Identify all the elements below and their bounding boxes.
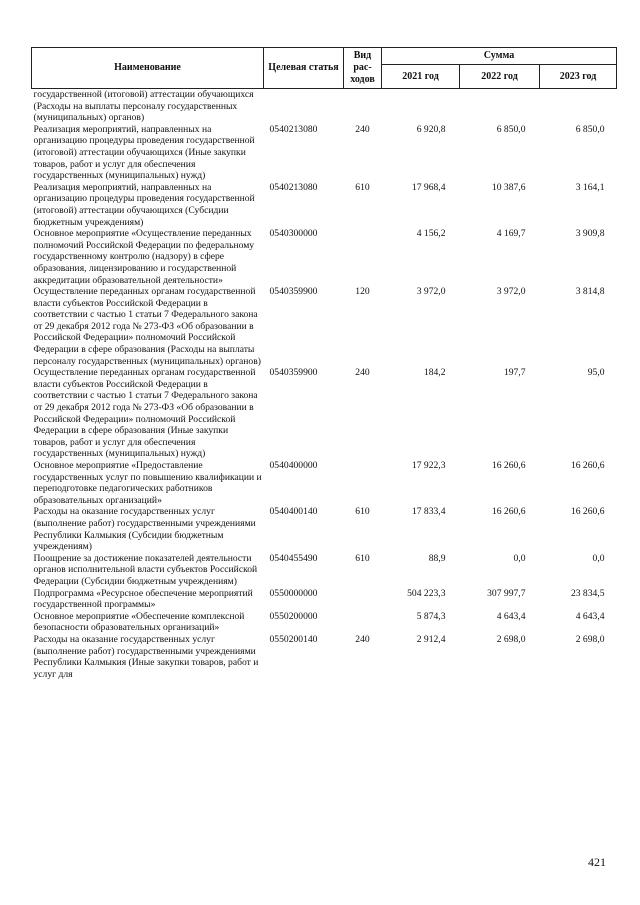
cell-2021: 5 874,3 (416, 610, 446, 622)
cell-2023: 16 260,6 (570, 460, 605, 471)
cell-2022 (460, 89, 540, 124)
page-number: 421 (588, 855, 606, 869)
cell-2021: 3 972,0 (416, 286, 446, 298)
column-header-target: Целевая статья (264, 48, 344, 89)
column-header-2023: 2023 год (540, 65, 617, 89)
table-body (32, 89, 617, 681)
cell-2022: 16 260,6 (491, 506, 526, 518)
cell-2022: 0,0 (513, 552, 526, 564)
cell-target: 0540455490 (269, 552, 318, 564)
cell-vid: 610 (355, 181, 370, 193)
cell-2022: 10 387,6 (491, 181, 526, 193)
cell-2022: 6 850,0 (496, 123, 526, 135)
table-row (32, 506, 617, 552)
cell-name: Расходы на оказание государственных услуг (выполнение работ) государственными учреждениями Республики Калмыкия (Субсидии бюджетным учреждениям) (33, 506, 256, 553)
table-row (32, 228, 617, 286)
table-row (32, 588, 617, 611)
cell-vid (344, 588, 382, 611)
cell-name: Поощрение за достижение показателей деятельности органов исполнительной власти субъектов Российской Федерации (Субсидии бюджетным учреждениям) (33, 552, 258, 587)
cell-2022: 3 972,0 (496, 286, 526, 298)
cell-2022: 307 997,7 (487, 587, 526, 599)
cell-target: 0540359900 (269, 286, 318, 298)
table-row (32, 89, 617, 124)
cell-2023: 0,0 (592, 552, 605, 564)
budget-table (31, 47, 617, 680)
cell-2021: 184,2 (423, 367, 446, 379)
cell-name: Основное мероприятие «Обеспечение комплексной безопасности образовательных организаций» (33, 610, 245, 634)
cell-target: 0550200000 (269, 610, 318, 622)
cell-2021: 504 223,3 (407, 587, 446, 599)
cell-vid: 240 (355, 633, 370, 645)
cell-target: 0540213080 (269, 123, 318, 135)
cell-name: Реализация мероприятий, направленных на организацию процедуры проведения государственной (итоговой) аттестации обучающихся (Субсидии бюджетным учреждениям) (33, 181, 255, 228)
cell-target: 0540400000 (269, 460, 318, 471)
cell-vid (344, 460, 382, 506)
cell-2023: 6 850,0 (575, 123, 605, 135)
cell-2023 (540, 89, 617, 124)
table-row (32, 460, 617, 506)
cell-vid: 240 (355, 123, 370, 135)
cell-vid: 610 (355, 506, 370, 518)
cell-target: 0540213080 (269, 181, 318, 193)
cell-target: 0540300000 (269, 228, 318, 240)
cell-target: 0540400140 (269, 506, 318, 518)
cell-vid (344, 228, 382, 286)
column-header-2022: 2022 год (460, 65, 540, 89)
cell-2021: 17 968,4 (411, 181, 446, 193)
cell-2023: 4 643,4 (575, 610, 605, 622)
cell-name: Расходы на оказание государственных услуг (выполнение работ) государственными учреждениями Республики Калмыкия (Иные закупки товаров, работ и услуг для (33, 633, 259, 680)
table-header (32, 48, 617, 89)
cell-2021: 17 922,3 (411, 460, 446, 471)
cell-2023: 16 260,6 (570, 506, 605, 518)
cell-2023: 3 164,1 (575, 181, 605, 193)
cell-target: 0550200140 (269, 633, 318, 645)
cell-2022: 16 260,6 (491, 460, 526, 471)
column-header-2021: 2021 год (382, 65, 460, 89)
cell-target: 0540359900 (269, 367, 318, 379)
table-row (32, 286, 617, 367)
cell-name: Основное мероприятие «Предоставление государственных услуг по повышению квалификации и переподготовке педагогических работников образовательных организаций» (33, 460, 262, 506)
cell-target: 0550000000 (269, 587, 318, 599)
cell-name: Реализация мероприятий, направленных на организацию процедуры проведения государственной (итоговой) аттестации обучающихся (Иные закупки товаров, работ и услуг для обеспечения государственных (муниципальных) нужд) (33, 123, 255, 182)
budget-table-page (31, 47, 616, 680)
cell-vid: 610 (355, 552, 370, 564)
cell-2021: 4 156,2 (416, 228, 446, 240)
cell-2023: 95,0 (587, 367, 605, 379)
cell-2022: 4 643,4 (496, 610, 526, 622)
cell-name: Подпрограмма «Ресурсное обеспечение мероприятий государственной программы» (33, 587, 253, 611)
cell-2021: 88,9 (428, 552, 446, 564)
table-row (32, 367, 617, 460)
cell-name: Основное мероприятие «Осуществление переданных полномочий Российской Федерации по федеральному государственному контролю (надзору) в сфере образования, лицензированию и государственной аккредитации образовательной деятельности» (33, 228, 255, 286)
column-header-sum: Сумма (382, 48, 617, 65)
cell-vid (344, 89, 382, 124)
column-header-name: Наименование (32, 48, 264, 89)
cell-name: государственной (итоговой) аттестации обучающихся (Расходы на выплаты персоналу государственных (муниципальных) органов) (33, 89, 254, 124)
cell-name: Осуществление переданных органам государственной власти субъектов Российской Федерации в соответствии с частью 1 статьи 7 Федерального закона от 29 декабря 2012 года № 273-ФЗ «Об образовании в Российской Федерации» полномочий Российской Федерации в сфере образования (Иные закупки товаров, работ и услуг для обеспечения государственных (муниципальных) нужд) (33, 367, 258, 460)
cell-vid (344, 611, 382, 634)
cell-2023: 2 698,0 (575, 633, 605, 645)
table-row (32, 611, 617, 634)
cell-target (264, 89, 344, 124)
cell-2021: 2 912,4 (416, 633, 446, 645)
cell-2021: 6 920,8 (416, 123, 446, 135)
cell-2021 (382, 89, 460, 124)
table-row (32, 182, 617, 228)
cell-name: Осуществление переданных органам государственной власти субъектов Российской Федерации в соответствии с частью 1 статьи 7 Федерального закона от 29 декабря 2012 года № 273-ФЗ «Об образовании в Российской Федерации» полномочий Российской Федерации в сфере образования (Расходы на выплаты персоналу государственных (муниципальных) органов) (33, 286, 261, 367)
cell-2023: 3 909,8 (575, 228, 605, 240)
table-row (32, 634, 617, 680)
cell-vid: 240 (355, 367, 370, 379)
table-row (32, 553, 617, 588)
cell-2022: 4 169,7 (496, 228, 526, 240)
cell-vid: 120 (355, 286, 370, 298)
cell-2023: 3 814,8 (575, 286, 605, 298)
table-row (32, 124, 617, 182)
column-header-vid: Вид рас-ходов (344, 48, 382, 89)
cell-2022: 2 698,0 (496, 633, 526, 645)
cell-2023: 23 834,5 (570, 587, 605, 599)
cell-2021: 17 833,4 (411, 506, 446, 518)
cell-2022: 197,7 (503, 367, 526, 379)
